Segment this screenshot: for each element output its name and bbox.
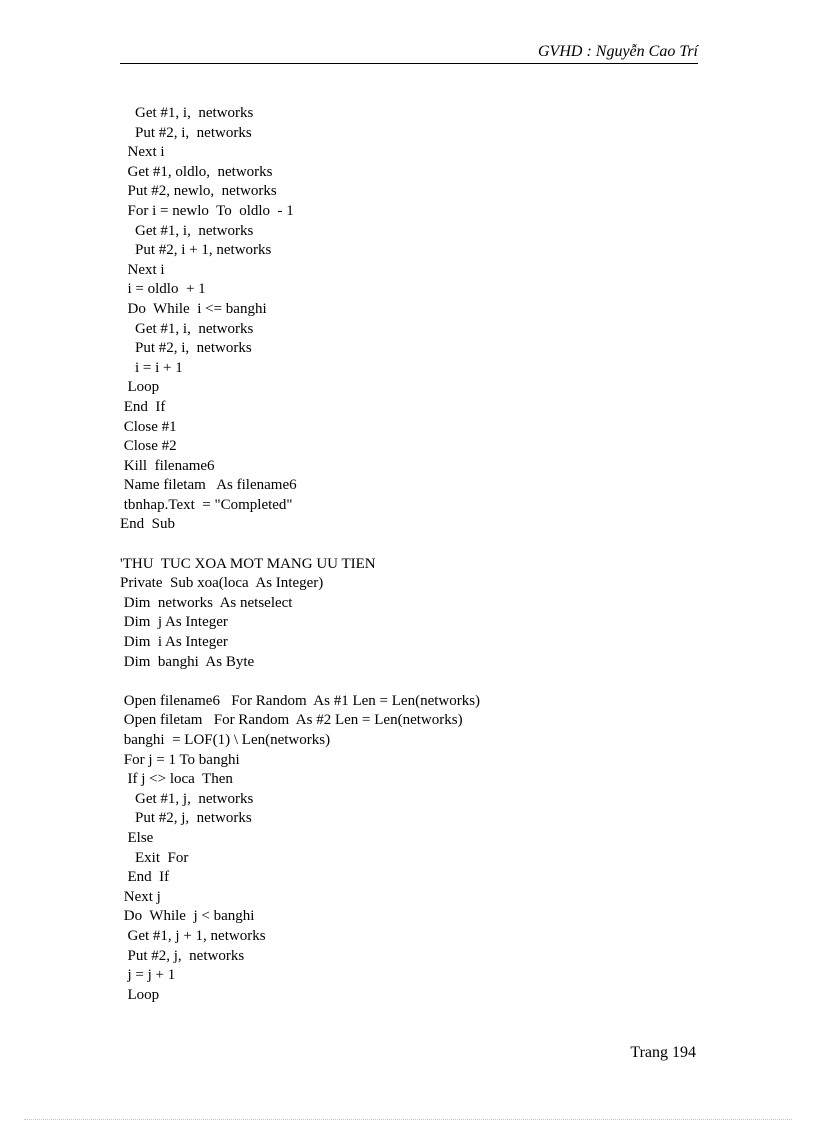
code-line: Loop xyxy=(120,379,160,396)
code-listing xyxy=(120,104,698,1005)
code-line: 'THU TUC XOA MOT MANG UU TIEN xyxy=(120,555,376,572)
code-line: Dim j As Integer xyxy=(120,614,228,631)
code-line: If j <> loca Then xyxy=(120,771,233,788)
code-line: Loop xyxy=(120,986,160,1003)
code-line: Close #1 xyxy=(120,418,177,435)
code-line: End If xyxy=(120,869,170,886)
code-line: Name filetam As filename6 xyxy=(120,477,297,494)
code-line: Put #2, i + 1, networks xyxy=(120,242,272,259)
code-line: Dim i As Integer xyxy=(120,634,228,651)
code-line xyxy=(120,535,698,555)
code-line: Next j xyxy=(120,888,161,905)
code-line: Get #1, j + 1, networks xyxy=(120,927,266,944)
code-line: Put #2, j, networks xyxy=(120,947,245,964)
code-line: j = j + 1 xyxy=(120,967,176,984)
code-line: tbnhap.Text = "Completed" xyxy=(120,496,293,513)
code-line: i = i + 1 xyxy=(120,359,183,376)
code-line: End If xyxy=(120,398,166,415)
code-line: Open filename6 For Random As #1 Len = Len(networks) xyxy=(120,692,481,709)
code-line: For j = 1 To banghi xyxy=(120,751,240,768)
code-line: Next i xyxy=(120,144,165,161)
code-line: banghi = LOF(1) \ Len(networks) xyxy=(120,732,331,748)
code-line: Exit For xyxy=(120,849,189,866)
header-divider xyxy=(120,63,698,64)
code-line: End Sub xyxy=(120,516,176,533)
code-line: Get #1, oldlo, networks xyxy=(120,163,273,180)
code-line: Do While i <= banghi xyxy=(120,300,267,317)
code-line: Dim networks As netselect xyxy=(120,594,293,611)
code-line: Next i xyxy=(120,261,165,278)
code-line: Kill filename6 xyxy=(120,457,215,474)
code-line: Get #1, i, networks xyxy=(120,222,254,239)
code-line: Open filetam For Random As #2 Len = Len(networks) xyxy=(120,712,463,729)
code-line: Private Sub xoa(loca As Integer) xyxy=(120,575,324,592)
code-line: Get #1, i, networks xyxy=(120,105,254,121)
code-line: Get #1, j, networks xyxy=(120,790,254,807)
code-line: For i = newlo To oldlo - 1 xyxy=(120,202,294,219)
code-line xyxy=(120,672,698,692)
code-line: Close #2 xyxy=(120,438,177,455)
code-line: Put #2, newlo, networks xyxy=(120,183,277,200)
code-line: Put #2, i, networks xyxy=(120,340,252,357)
code-line: i = oldlo + 1 xyxy=(120,281,206,298)
code-line: Dim banghi As Byte xyxy=(120,653,255,670)
page-header: GVHD : Nguyễn Cao Trí xyxy=(538,43,698,60)
code-line: Put #2, j, networks xyxy=(120,810,252,827)
code-line: Else xyxy=(120,829,154,846)
code-line: Put #2, i, networks xyxy=(120,124,252,141)
code-line: Get #1, i, networks xyxy=(120,320,254,337)
page-number: Trang 194 xyxy=(630,1044,696,1061)
code-line: Do While j < banghi xyxy=(120,908,255,925)
page-bottom-border xyxy=(24,1119,792,1120)
